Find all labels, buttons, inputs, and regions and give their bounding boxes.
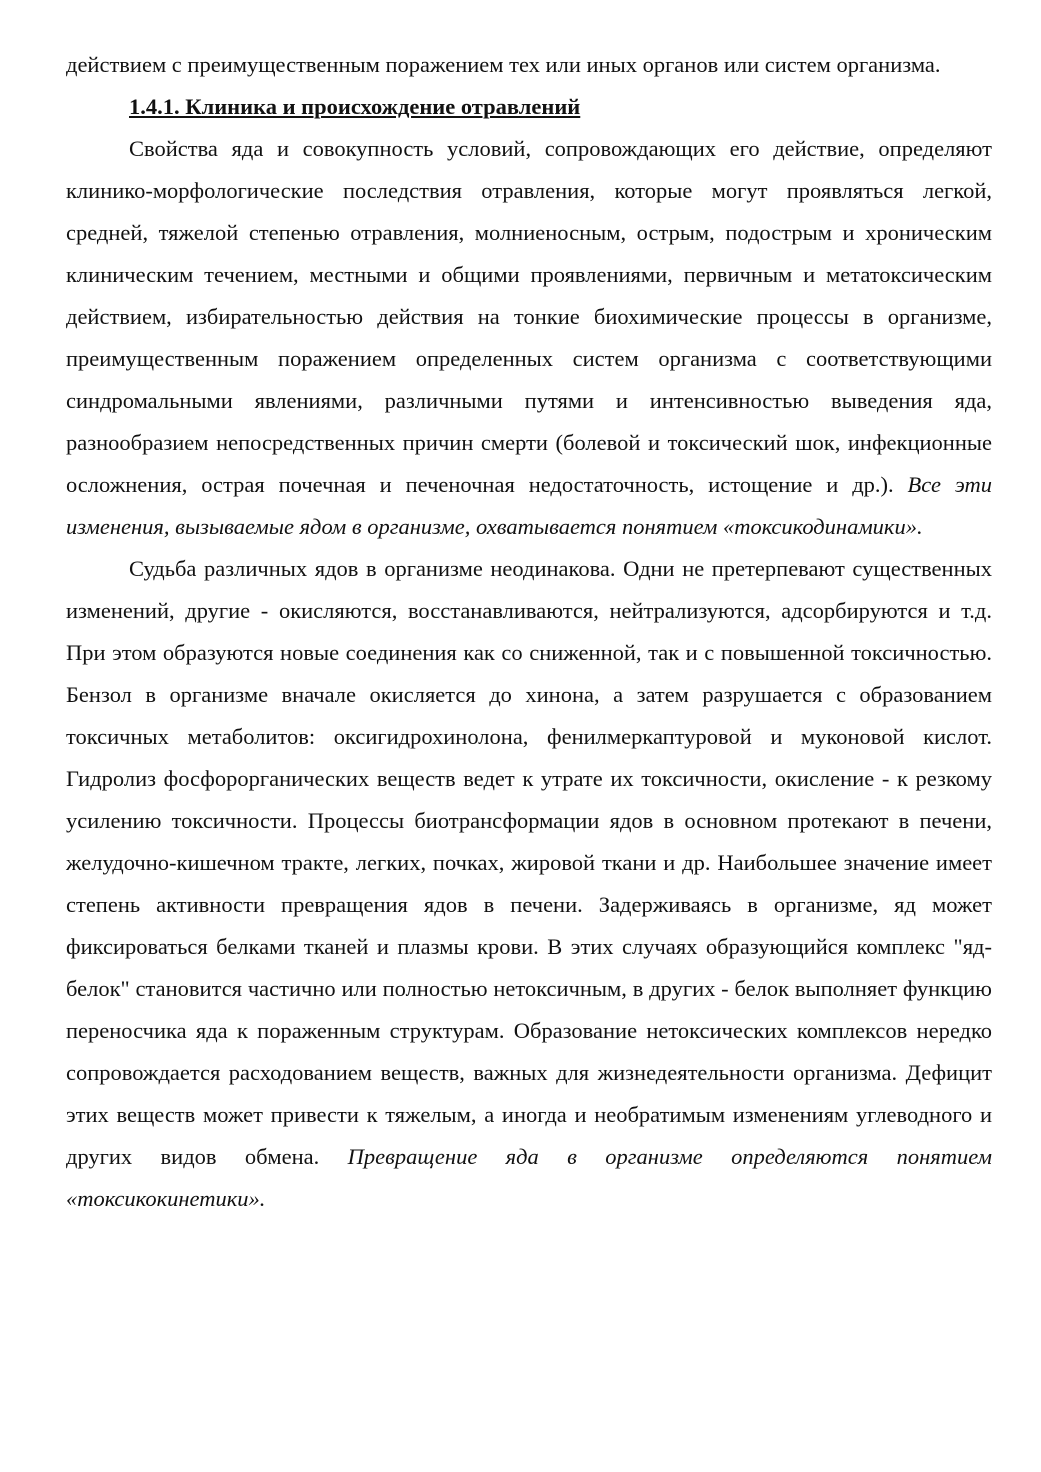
continuation-paragraph: действием с преимущественным поражением тех или иных органов или систем организма. bbox=[66, 52, 941, 77]
document-page bbox=[66, 44, 992, 1220]
paragraph-2-italic-conclusion: Превращение яда в организме определяются понятием «токсикокинетики». bbox=[66, 1144, 992, 1211]
section-heading-text: 1.4.1. Клиника и происхождение отравлений bbox=[129, 94, 581, 119]
paragraph-toxicodynamics bbox=[66, 128, 992, 548]
paragraph-toxicokinetics bbox=[66, 548, 992, 1220]
paragraph-1-text: Свойства яда и совокупность условий, сопровождающих его действие, определяют клинико-морфологические последствия отравления, которые могут проявляться легкой, средней, тяжелой степенью отравления, молниеносным, острым, подострым и хроническим клиническим течением, местными и общими проявлениями, первичным и метатоксическим действием, избирательностью действия на тонкие биохимические процессы в организме, преимущественным поражением определенных систем организма с соответствующими синдромальными явлениями, различными путями и интенсивностью выведения яда, разнообразием непосредственных причин смерти (болевой и токсический шок, инфекционные осложнения, острая почечная и печеночная недостаточность, истощение и др.). bbox=[66, 136, 992, 497]
paragraph-2-text: Судьба различных ядов в организме неодинакова. Одни не претерпевают существенных изменений, другие - окисляются, восстанавливаются, нейтрализуются, адсорбируются и т.д. При этом образуются новые соединения как со сниженной, так и с повышенной токсичностью. Бензол в организме вначале окисляется до хинона, а затем разрушается с образованием токсичных метаболитов: оксигидрохинолона, фенилмеркаптуровой и муконовой кислот. Гидролиз фосфорорганических веществ ведет к утрате их токсичности, окисление - к резкому усилению токсичности. Процессы биотрансформации ядов в основном протекают в печени, желудочно-кишечном тракте, легких, почках, жировой ткани и др. Наибольшее значение имеет степень активности превращения ядов в печени. Задерживаясь в организме, яд может фиксироваться белками тканей и плазмы крови. В этих случаях образующийся комплекс "яд-белок" становится частично или полностью нетоксичным, в других - белок выполняет функцию переносчика яда к пораженным структурам. Образование нетоксических комплексов нередко сопровождается расходованием веществ, важных для жизнедеятельности организма. Дефицит этих веществ может привести к тяжелым, а иногда и необратимым изменениям углеводного и других видов обмена. bbox=[66, 556, 992, 1169]
section-heading bbox=[66, 86, 992, 128]
paragraph-1-italic-conclusion: Все эти изменения, вызываемые ядом в организме, охватывается понятием «токсикодинамики». bbox=[66, 472, 992, 539]
